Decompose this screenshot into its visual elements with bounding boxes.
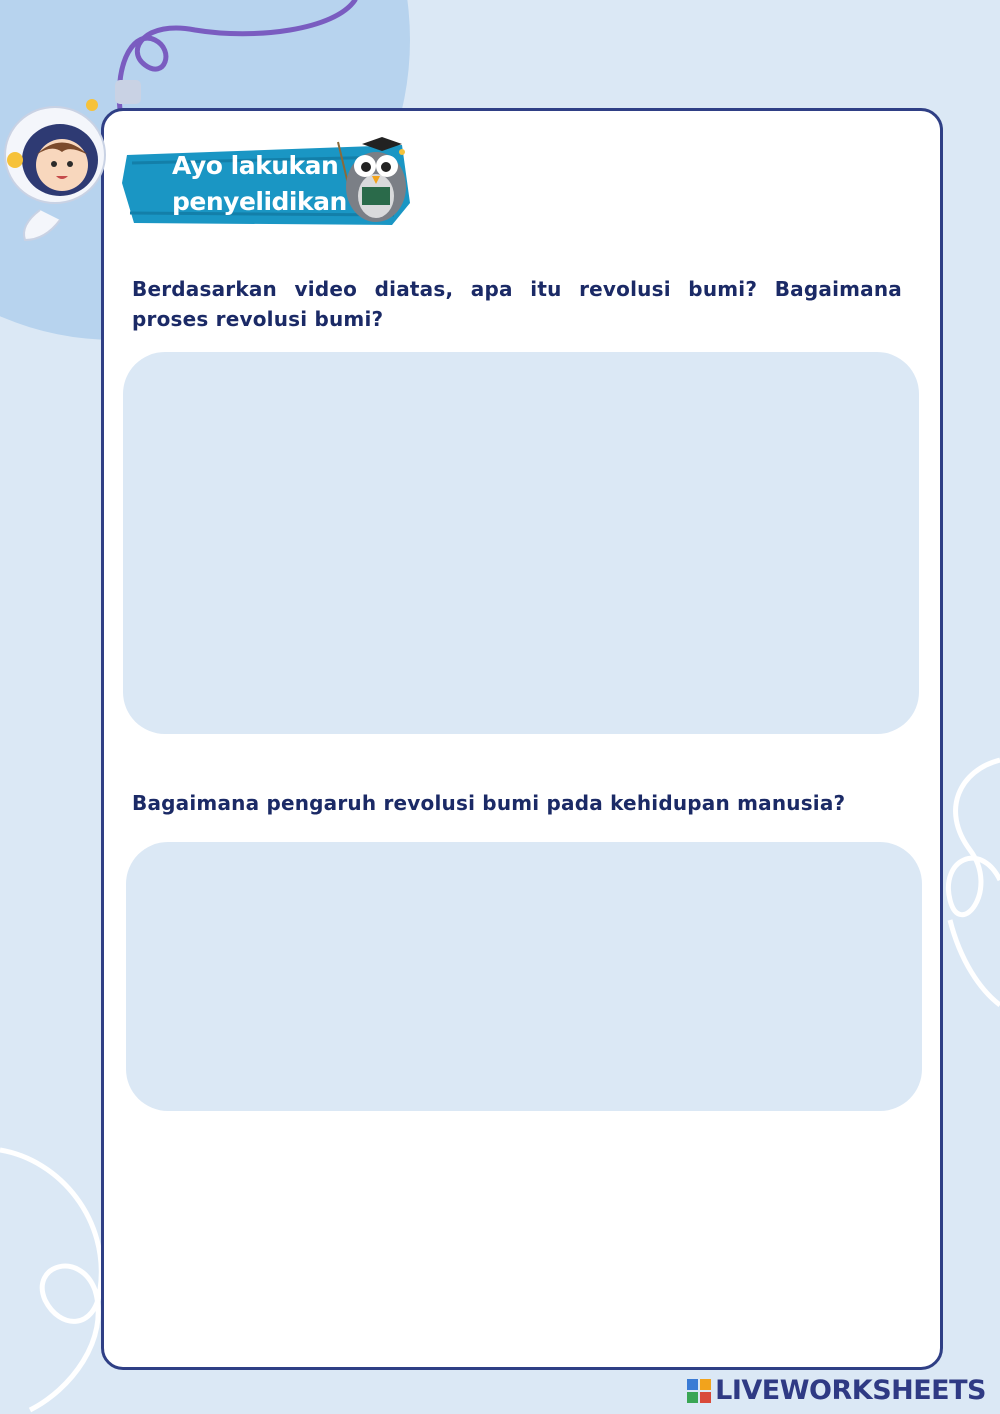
decorative-swirl-right — [940, 750, 1000, 1010]
section-title — [172, 148, 352, 220]
answer-box-1[interactable] — [123, 352, 919, 734]
liveworksheets-logo-icon — [687, 1379, 711, 1403]
title-line-1: Ayo lakukan — [172, 151, 339, 180]
question-2-text: Bagaimana pengaruh revolusi bumi pada kehidupan manusia? — [132, 791, 846, 815]
title-line-2: penyelidikan — [172, 187, 347, 216]
brand-text: LIVEWORKSHEETS — [715, 1375, 986, 1406]
footer-brand — [687, 1375, 986, 1406]
answer-box-2[interactable] — [126, 842, 922, 1111]
owl-teacher-illustration — [332, 132, 414, 224]
question-1-text: Berdasarkan video diatas, apa itu revolusi bumi? Bagaimana proses revolusi bumi? — [132, 277, 902, 331]
